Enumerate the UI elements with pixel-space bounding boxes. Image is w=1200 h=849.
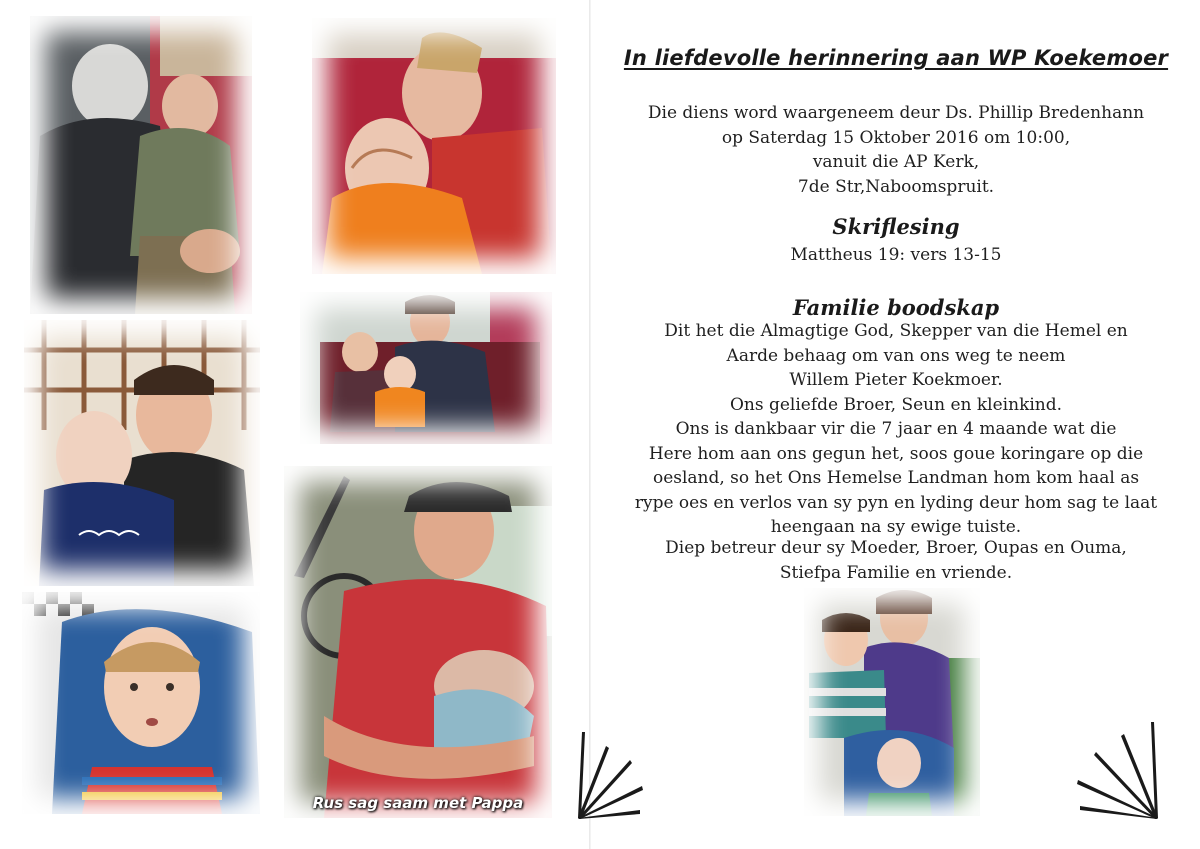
page-fold — [589, 0, 591, 849]
service-line: 7de Str,Naboomspruit. — [797, 176, 995, 197]
family-message-line: Ons is dankbaar vir die 7 jaar en 4 maande wat die — [675, 419, 1117, 439]
mourners-line: Diep betreur deur sy Moeder, Broer, Oupas en Ouma, — [665, 538, 1127, 558]
family-message-line: Here hom aan ons gegun het, soos goue koringare op die — [648, 443, 1144, 464]
photo-collage-page — [0, 0, 590, 849]
family-message-line: Ons geliefde Broer, Seun en kleinkind. — [729, 394, 1063, 415]
mourners-line: Stiefpa Familie en vriende. — [779, 562, 1013, 583]
family-message-line: Willem Pieter Koekmoer. — [789, 370, 1003, 390]
family-message-line: oesland, so het Ons Hemelse Landman hom kom haal as — [652, 468, 1140, 488]
photo-caption: Rus sag saam met Pappa — [312, 794, 524, 812]
sunburst-ornament-right — [1074, 720, 1160, 820]
photo-mother-with-boy — [24, 320, 260, 586]
photo-father-with-baby — [284, 466, 552, 818]
photo-boy-portrait-scene — [22, 592, 260, 814]
family-message-line: Dit het die Almagtige God, Skepper van die Hemel en — [664, 321, 1128, 341]
family-message-heading: Familie boodskap — [792, 295, 1000, 320]
photo-brothers — [312, 18, 556, 274]
memorial-title: In liefdevolle herinnering aan WP Koekemoer — [623, 46, 1169, 70]
photo-father-scene — [284, 466, 552, 818]
service-line: op Saterdag 15 Oktober 2016 om 10:00, — [721, 127, 1071, 148]
service-line: Die diens word waargeneem deur Ds. Phillip Bredenhann — [647, 103, 1145, 123]
memorial-text-page — [592, 0, 1200, 849]
photo-grandfather-scene — [30, 16, 252, 314]
family-message-line: rype oes en verlos van sy pyn en lyding deur hom sag te laat — [634, 492, 1158, 513]
family-message — [592, 319, 1200, 540]
reading-heading: Skriflesing — [832, 214, 960, 239]
service-details — [592, 101, 1200, 199]
photo-grandfather-with-boy — [30, 16, 252, 314]
mourners — [592, 536, 1200, 585]
photo-mother-scene — [24, 320, 260, 586]
reading-verse: Mattheus 19: vers 13-15 — [790, 245, 1002, 265]
reading-verse-block — [592, 243, 1200, 268]
photo-couch-scene — [300, 292, 552, 444]
sunburst-ornament-left — [576, 728, 644, 820]
family-message-line: Aarde behaag om van ons weg te neem — [726, 345, 1066, 366]
photo-brothers-scene — [312, 18, 556, 274]
photo-siblings-scene — [804, 588, 980, 816]
photo-siblings — [804, 588, 980, 816]
service-line: vanuit die AP Kerk, — [812, 152, 980, 172]
family-message-line: heengaan na sy ewige tuiste. — [770, 517, 1022, 537]
photo-family-on-couch — [300, 292, 552, 444]
photo-boy-portrait — [22, 592, 260, 814]
